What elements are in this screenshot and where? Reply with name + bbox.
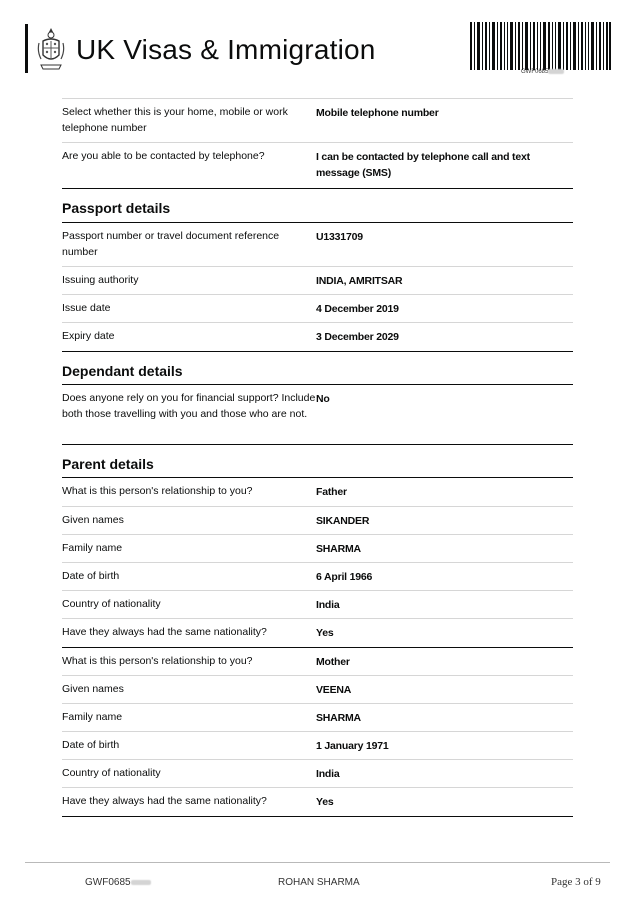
answer: 3 December 2029 [316,331,399,343]
answer: Mother [316,656,350,668]
question: Country of nationality [62,767,161,779]
question: Family name [62,542,123,554]
answer: SIKANDER [316,515,370,527]
question: Given names [62,683,124,695]
redaction-blur [548,69,564,74]
qa-row-relationship [62,478,573,507]
question: Select whether this is your home, mobile or work telephone number [62,106,288,134]
answer: SHARMA [316,543,361,555]
qa-row-family-name [62,535,573,563]
question: Are you able to be contacted by telephone? [62,150,265,162]
qa-row-contact-by-phone [62,143,573,189]
qa-row-issue-date [62,295,573,323]
question: What is this person's relationship to you? [62,655,253,667]
qa-row-given-names [62,507,573,535]
answer: INDIA, AMRITSAR [316,275,403,287]
qa-row-family-name [62,704,573,732]
qa-row-same-nationality [62,619,573,648]
barcode-reference: GWF0685 [521,69,564,75]
qa-row-date-of-birth [62,563,573,591]
page-header [0,0,635,86]
qa-row-given-names [62,676,573,704]
question: Have they always had the same nationality? [62,626,267,638]
answer: India [316,599,340,611]
question: Issuing authority [62,274,139,286]
footer-divider [25,862,610,863]
answer: Mobile telephone number [316,107,439,119]
form-summary [62,98,573,817]
question: Given names [62,514,124,526]
footer-applicant-name: ROHAN SHARMA [278,877,360,888]
royal-crest-icon [37,27,65,73]
redaction-blur [131,880,151,885]
answer: I can be contacted by telephone call and text message (SMS) [316,151,530,179]
question: Passport number or travel document reference number [62,230,280,258]
question: Issue date [62,302,111,314]
section-heading-dependant: Dependant details [62,352,573,385]
answer: SHARMA [316,712,361,724]
qa-row-same-nationality [62,788,573,817]
question: Expiry date [62,330,115,342]
answer: VEENA [316,684,352,696]
question: Does anyone rely on you for financial support? Include both those travelling with you and those who are not. [62,392,316,420]
qa-row-financial-support [62,385,573,445]
page-number: Page 3 of 9 [551,876,601,888]
brand-title: UK Visas & Immigration [76,34,376,65]
question: Date of birth [62,570,120,582]
section-heading-passport: Passport details [62,189,573,223]
answer: India [316,768,340,780]
barcode-icon [470,22,611,70]
brand-bar [25,24,28,73]
answer: Yes [316,627,334,639]
answer: U1331709 [316,231,363,243]
answer: Yes [316,796,334,808]
qa-row-relationship [62,648,573,676]
question: Family name [62,711,123,723]
question: Have they always had the same nationality? [62,795,267,807]
qa-row-passport-number [62,223,573,267]
question: What is this person's relationship to you? [62,485,253,497]
qa-row-date-of-birth [62,732,573,760]
qa-row-expiry-date [62,323,573,352]
qa-row-phone-type [62,98,573,143]
answer: Father [316,486,347,498]
answer: 6 April 1966 [316,571,373,583]
answer: 1 January 1971 [316,740,389,752]
qa-row-nationality [62,591,573,619]
question: Country of nationality [62,598,161,610]
question: Date of birth [62,739,120,751]
answer: No [316,393,330,405]
answer: 4 December 2019 [316,303,399,315]
footer-reference: GWF0685 [85,877,151,888]
qa-row-nationality [62,760,573,788]
qa-row-issuing-authority [62,267,573,295]
section-heading-parents: Parent details [62,445,573,478]
